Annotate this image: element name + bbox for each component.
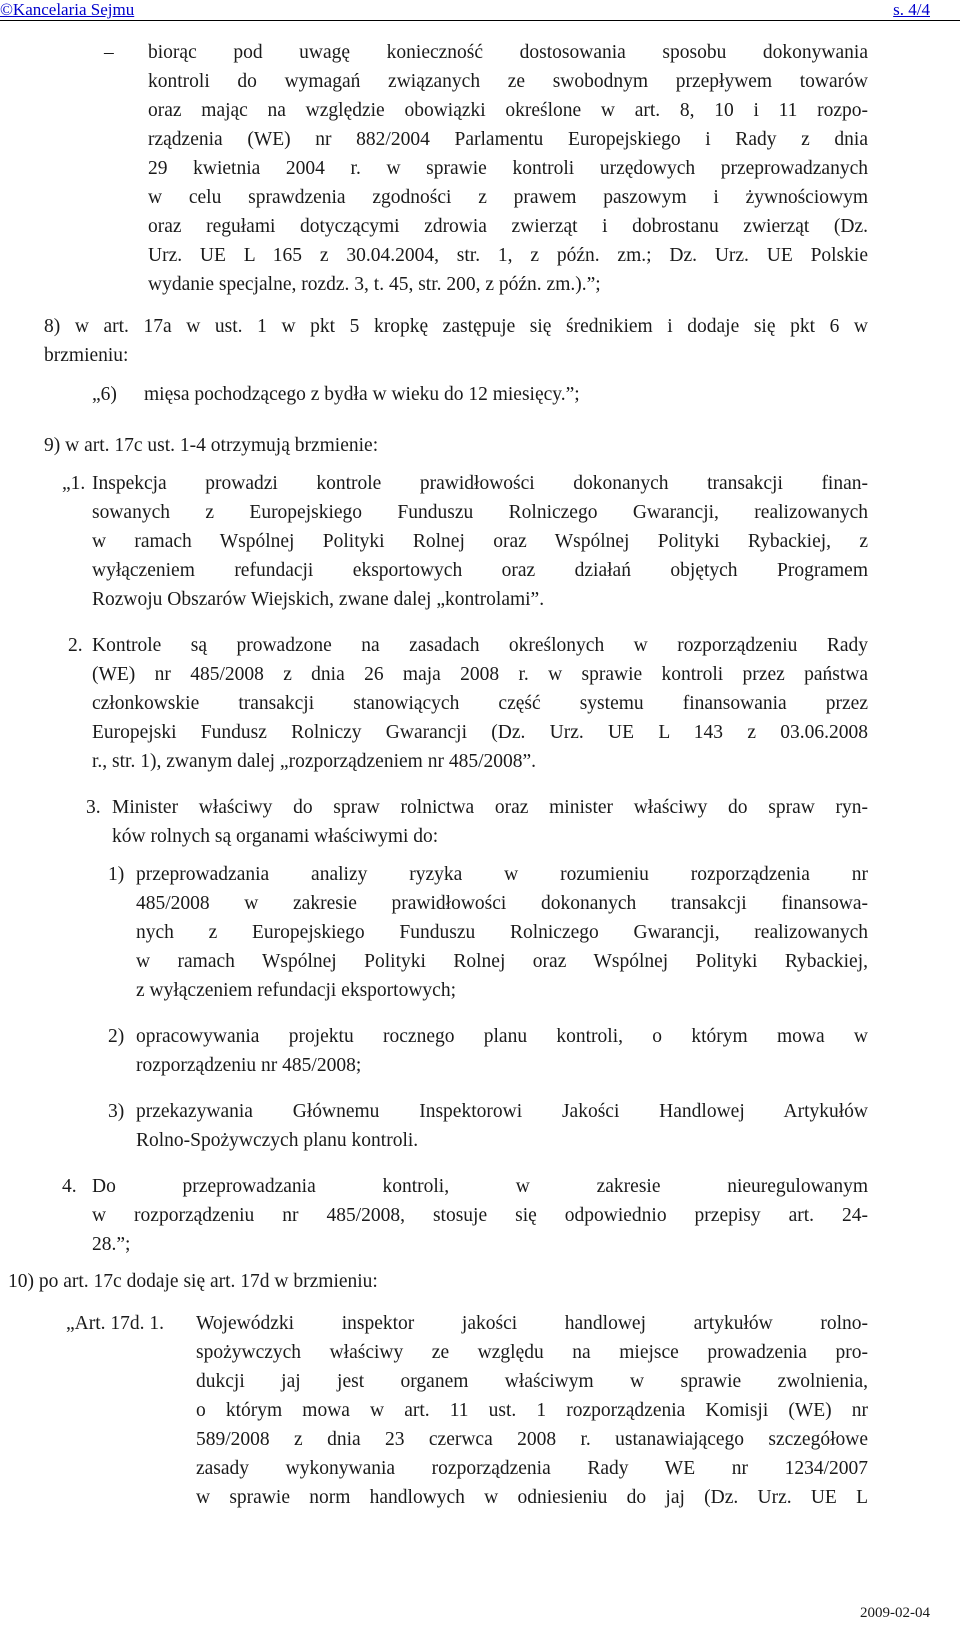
item-9: 9) w art. 17c ust. 1-4 otrzymują brzmienie: (44, 435, 379, 456)
copyright-link[interactable]: ©Kancelaria Sejmu (0, 0, 135, 19)
ust-1-label: „1. (62, 473, 86, 494)
point-2-label: 2) (108, 1026, 125, 1047)
item-10: 10) po art. 17c dodaje się art. 17d w brzmieniu: (8, 1271, 378, 1292)
item-8-quote-label: „6) (92, 384, 117, 405)
point-1-text: przeprowadzania analizy ryzyka w rozumieniu rozporządzenia nr 485/2008 w zakresie prawidłowości dokonanych transakcji finansowa- nych z Europejskiego Funduszu Rolniczego Gwarancji, realizowanych w ramach Wspólnej Polityki Rolnej oraz Wspólnej Polityki Rybackiej, z wyłączeniem refundacji eksportowych; (136, 864, 868, 1001)
ust-3-label: 3. (86, 797, 101, 818)
ust-4-text: Do przeprowadzania kontroli, w zakresie nieuregulowanym w rozporządzeniu nr 485/2008, stosuje się odpowiednio przepisy art. 24- 28.”; (92, 1176, 868, 1255)
page-number-link[interactable]: s. 4/4 (893, 0, 930, 19)
art-17d-label: „Art. 17d. 1. (66, 1313, 165, 1334)
point-1-label: 1) (108, 864, 125, 885)
dash-marker: – (104, 42, 114, 63)
header-divider (0, 20, 960, 21)
footer-date: 2009-02-04 (860, 1605, 930, 1621)
ust-4-label: 4. (62, 1176, 77, 1197)
ust-1-text: Inspekcja prowadzi kontrole prawidłowości dokonanych transakcji finan- sowanych z Europejskiego Funduszu Rolniczego Gwarancji, realizowanych w ramach Wspólnej Polityki Rolnej oraz Wspólnej Polityki Rybackiej, z wyłączeniem refundacji eksportowych oraz działań objętych Programem Rozwoju Obszarów Wiejskich, zwane dalej „kontrolami”. (92, 473, 868, 610)
ust-2-label: 2. (68, 635, 83, 656)
item-8-quote-text: mięsa pochodzącego z bydła w wieku do 12 miesięcy.”; (144, 384, 580, 405)
ust-2-text: Kontrole są prowadzone na zasadach określonych w rozporządzeniu Rady (WE) nr 485/2008 z dnia 26 maja 2008 r. w sprawie kontroli przez państwa członkowskie transakcji stanowiących część systemu finansowania przez Europejski Fundusz Rolniczy Gwarancji (Dz. Urz. UE L 143 z 03.06.2008 r., str. 1), zwanym dalej „rozporządzeniem nr 485/2008”. (92, 635, 868, 772)
point-3-text: przekazywania Głównemu Inspektorowi Jakości Handlowej Artykułów Rolno-Spożywczych planu kontroli. (136, 1101, 868, 1151)
point-3-label: 3) (108, 1101, 125, 1122)
art-17d-text: Wojewódzki inspektor jakości handlowej artykułów rolno- spożywczych właściwy ze względu na miejsce prowadzenia pro- dukcji jaj jest organem właściwym w sprawie zwolnienia, o którym mowa w art. 11 ust. 1 rozporządzenia Komisji (WE) nr 589/2008 z dnia 23 czerwca 2008 r. ustanawiającego szczegółowe zasady wykonywania rozporządzenia Rady WE nr 1234/2007 w sprawie norm handlowych w odniesieniu do jaj (Dz. Urz. UE L (196, 1313, 868, 1508)
point-2-text: opracowywania projektu rocznego planu kontroli, o którym mowa w rozporządzeniu nr 485/2008; (136, 1026, 868, 1076)
dash-paragraph: biorąc pod uwagę konieczność dostosowania sposobu dokonywania kontroli do wymagań związanych ze swobodnym przepływem towarów oraz mając na względzie obowiązki określone w art. 8, 10 i 11 rozpo- rządzenia (WE) nr 882/2004 Parlamentu Europejskiego i Rady z dnia 29 kwietnia 2004 r. w sprawie kontroli urzędowych przeprowadzanych w celu sprawdzenia zgodności z prawem paszowym i żywnościowym oraz regułami dotyczącymi zdrowia zwierząt i dobrostanu zwierząt (Dz. Urz. UE L 165 z 30.04.2004, str. 1, z późn. zm.; Dz. Urz. UE Polskie wydanie specjalne, rozdz. 3, t. 45, str. 200, z późn. zm.).”; (148, 42, 868, 295)
ust-3-text: Minister właściwy do spraw rolnictwa oraz minister właściwy do spraw ryn- ków rolnych są organami właściwymi do: (112, 797, 868, 847)
item-8: 8) w art. 17a w ust. 1 w pkt 5 kropkę zastępuje się średnikiem i dodaje się pkt 6 w brzmieniu: (44, 316, 868, 366)
